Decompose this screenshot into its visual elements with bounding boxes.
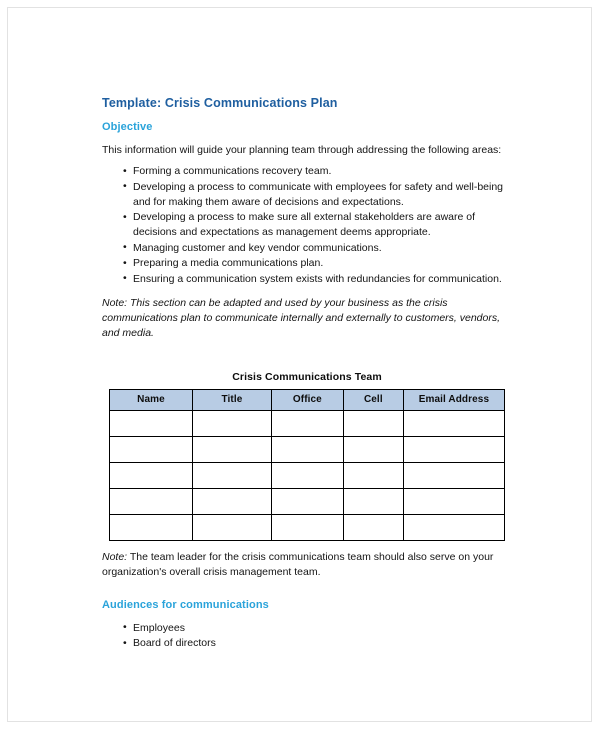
table-cell[interactable] bbox=[403, 488, 504, 514]
table-row bbox=[110, 410, 505, 436]
table-cell[interactable] bbox=[271, 436, 343, 462]
table-cell[interactable] bbox=[343, 436, 403, 462]
table-cell[interactable] bbox=[343, 488, 403, 514]
column-header-office: Office bbox=[271, 389, 343, 410]
table-cell[interactable] bbox=[403, 410, 504, 436]
table-cell[interactable] bbox=[110, 410, 193, 436]
table-cell[interactable] bbox=[403, 436, 504, 462]
table-cell[interactable] bbox=[271, 514, 343, 540]
spacer bbox=[102, 580, 506, 599]
list-item: • Board of directors bbox=[102, 636, 506, 651]
table-cell[interactable] bbox=[110, 514, 193, 540]
column-header-cell: Cell bbox=[343, 389, 403, 410]
list-item: • Preparing a media communications plan. bbox=[102, 256, 506, 271]
objective-intro-paragraph: This information will guide your planning team through addressing the following areas: bbox=[102, 144, 502, 157]
section-heading-objective: Objective bbox=[102, 121, 153, 133]
table-caption: Crisis Communications Team bbox=[232, 370, 382, 383]
table-cell[interactable] bbox=[192, 488, 271, 514]
table-row bbox=[110, 488, 505, 514]
list-item: • Developing a process to make sure all external stakeholders are aware of decisions and expectations as management deems appropriate. bbox=[102, 210, 506, 240]
crisis-communications-team-table bbox=[109, 389, 505, 541]
objective-note: Note: This section can be adapted and used by your business as the crisis communications plan to communicate internally and externally to customers, vendors, and media. bbox=[102, 297, 501, 339]
column-header-name: Name bbox=[110, 389, 193, 410]
table-cell[interactable] bbox=[343, 514, 403, 540]
note-label: Note: bbox=[102, 550, 128, 563]
audiences-bullet-list bbox=[102, 621, 506, 652]
spacer bbox=[102, 287, 506, 296]
table-row bbox=[110, 514, 505, 540]
table-cell[interactable] bbox=[271, 488, 343, 514]
list-item: • Employees bbox=[102, 621, 506, 636]
table-cell[interactable] bbox=[192, 462, 271, 488]
table-cell[interactable] bbox=[110, 462, 193, 488]
list-item: • Ensuring a communication system exists with redundancies for communication. bbox=[102, 272, 506, 287]
table-cell[interactable] bbox=[192, 514, 271, 540]
table-cell[interactable] bbox=[110, 436, 193, 462]
document-page bbox=[7, 7, 592, 722]
column-header-title: Title bbox=[192, 389, 271, 410]
column-header-email: Email Address bbox=[403, 389, 504, 410]
table-cell[interactable] bbox=[110, 488, 193, 514]
page-title: Template: Crisis Communications Plan bbox=[102, 96, 338, 110]
spacer bbox=[102, 341, 506, 371]
spacer bbox=[102, 541, 506, 550]
list-item: • Managing customer and key vendor communications. bbox=[102, 241, 506, 256]
document-content bbox=[102, 96, 506, 652]
team-table-note bbox=[102, 550, 506, 580]
table-cell[interactable] bbox=[192, 410, 271, 436]
table-cell[interactable] bbox=[403, 462, 504, 488]
table-header-row bbox=[110, 389, 505, 410]
table-cell[interactable] bbox=[343, 410, 403, 436]
table-cell[interactable] bbox=[271, 410, 343, 436]
table-cell[interactable] bbox=[271, 462, 343, 488]
table-cell[interactable] bbox=[343, 462, 403, 488]
note-body: The team leader for the crisis communications team should also serve on your organization's overall crisis management team. bbox=[102, 550, 494, 578]
table-cell[interactable] bbox=[403, 514, 504, 540]
table-row bbox=[110, 436, 505, 462]
table-row bbox=[110, 462, 505, 488]
list-item: • Developing a process to communicate with employees for safety and well-being and for making them aware of decisions and expectations. bbox=[102, 180, 506, 210]
section-heading-audiences: Audiences for communications bbox=[102, 598, 269, 611]
table-cell[interactable] bbox=[192, 436, 271, 462]
objective-bullet-list bbox=[102, 164, 506, 287]
list-item: • Forming a communications recovery team. bbox=[102, 164, 506, 179]
